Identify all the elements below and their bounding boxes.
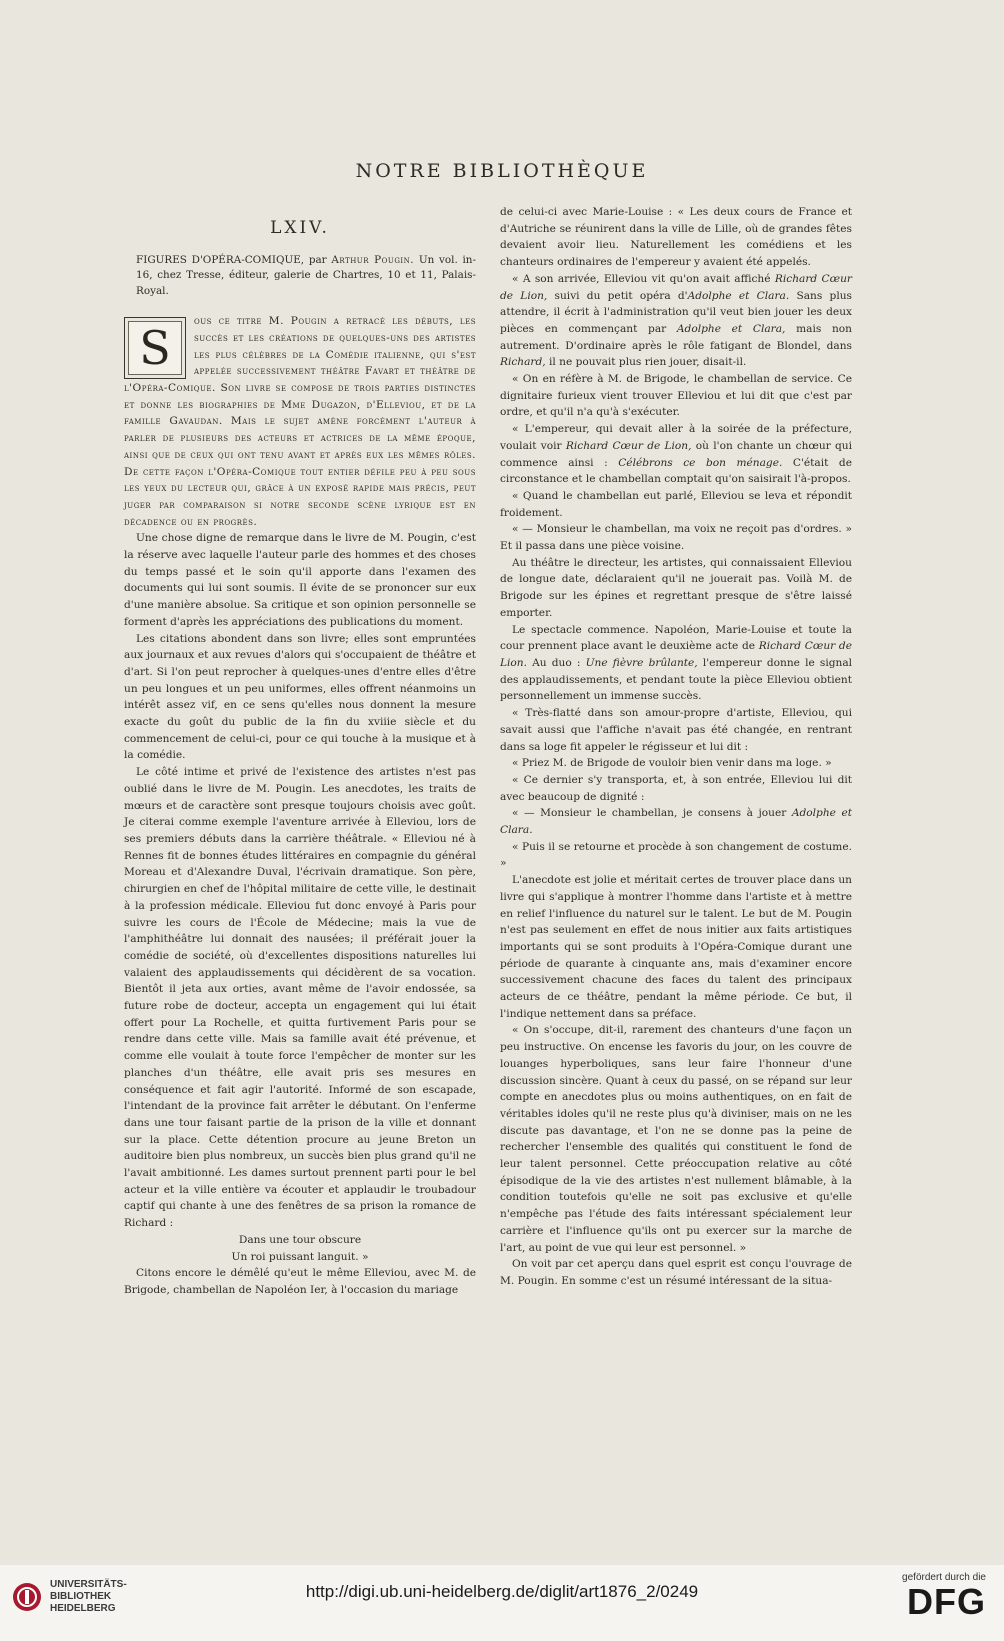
paragraph <box>500 805 852 838</box>
text-run: suivi du petit opéra d' <box>554 289 688 302</box>
source-url-link[interactable]: http://digi.ub.uni-heidelberg.de/diglit/art1876_2/0249 <box>305 1582 699 1601</box>
text-run: C'était de circonstance et le chambellan comptait qu'on saisirait l'à-propos. <box>500 456 852 486</box>
paragraph: On voit par cet aperçu dans quel esprit est conçu l'ouvrage de M. Pougin. En somme c'est un résumé intéressant de la situa- <box>500 1258 852 1287</box>
text-run: il ne pouvait plus rien jouer, disait-il. <box>549 356 747 369</box>
paragraph <box>500 622 852 706</box>
text-run: Au duo : <box>532 656 581 669</box>
paragraph: « On en réfère à M. de Brigode, le chambellan de service. Ce dignitaire furieux vient trouver Elleviou et lui dit que c'est par ordre, et qu'il n'a qu'à s'exécuter. <box>500 373 852 419</box>
library-name-line: BIBLIOTHEK <box>50 1591 112 1602</box>
paragraph: « — Monsieur le chambellan, ma voix ne reçoit pas d'ordres. » Et il passa dans une pièce voisine. <box>500 523 852 553</box>
paragraph: Le côté intime et privé de l'existence des artistes n'est pas oublié dans le livre de M. Pougin. Les anecdotes, les traits de mœurs et de caractère sont presque toujours choisis avec goût. Je citerai comme exemple l'aventure arrivée à Elleviou, lors de ses premiers débuts dans la carrière théâtrale. « Elleviou né à Rennes fit de bonnes études littéraires en compagnie du général Moreau et d'Alexandre Duval, l'écrivain dramatique. Son père, chirurgien en chef de l'hôpital militaire de cette ville, le destinait à la profession médicale. Elleviou fut donc envoyé à Paris pour suivre les cours de l'École de Médecine; mais la vue de l'amphithéâtre lui donnait des nausées; il préférait jouer la comédie de société, où d'excellentes dispositions naturelles lui valaient des applaudissements qui décidèrent de sa vocation. Bientôt il jeta aux orties, avant même de l'avoir endossée, sa future robe de docteur, accepta un engagement qui lui était offert pour La Rochelle, et quitta furtivement Paris pour se rendre dans cette ville. Mais sa famille avait été prévenue, et comme elle voulait à toute force l'empêcher de monter sur les planches d'un théâtre, elle avait pris ses mesures en conséquence et fait agir l'autorité. Informé de son escapade, l'intendant de la province fait arrêter le débutant. On l'enferme dans une tour faisant partie de la prison de la ville et donnant sur la place. Cette détention procure au jeune Breton un auditoire bien plus nombreux, un succès bien plus grand qu'il ne l'avait ambitionné. Les dames surtout prennent parti pour le bel acteur et la ville entière va écouter et applaudir le troubadour captif qui chante à une des fenêtres de sa prison la romance de Richard : <box>124 766 476 1230</box>
paragraph-text: ous ce titre M. Pougin a retracé les débuts, les succès et les créations de quelques-uns des artistes les plus célèbres de la Comédie italienne, qui s'est appelée successivement théâtre Favart et théâtre de l'Opéra-Comique. Son livre se compose de trois parties distinctes et donne les biographies de Mme Dugazon, d'Elleviou, et de la famille Gavaudan. Mais le sujet amène forcément l'auteur à parler de plusieurs des acteurs et actrices de la même époque, ainsi que de ceux qui ont tenu avant et après eux les mêmes rôles. De cette façon l'Opéra-Comique tout entier défile peu à peu sous les yeux du lecteur qui, grâce à un exposé rapide mais précis, peut juger par comparaison si notre seconde scène lyrique est en décadence ou en progrès. <box>124 315 476 528</box>
section-numeral: LXIV. <box>270 218 330 238</box>
paragraph: Citons encore le démêlé qu'eut le même Elleviou, avec M. de Brigode, chambellan de Napoléon Ier, à l'occasion du mariage <box>124 1267 476 1296</box>
paragraph <box>124 313 476 530</box>
book-by: par <box>308 253 327 266</box>
library-name-line: UNIVERSITÄTS- <box>50 1579 127 1590</box>
paragraph: « Quand le chambellan eut parlé, Elleviou se leva et répondit froidement. <box>500 489 852 519</box>
right-column <box>500 204 852 1290</box>
viewer-footer <box>0 1565 1004 1641</box>
book-details: Un vol. in-16, chez Tresse, éditeur, galerie de Chartres, 10 et 11, Palais-Royal. <box>136 253 476 297</box>
library-name-line: HEIDELBERG <box>50 1603 116 1614</box>
italic-title: Richard Cœur de Lion. <box>500 640 852 669</box>
text-run: « A son arrivée, Elleviou vit qu'on avait affiché <box>512 272 771 285</box>
dfg-logo: DFG <box>907 1581 986 1622</box>
italic-title: Adolphe et Clara, <box>676 322 786 335</box>
italic-title: Richard Cœur de Lion, <box>565 439 692 452</box>
text-run: « L'empereur, qui devait aller à la soirée de la préfecture, voulait voir <box>500 423 852 452</box>
paragraph: de celui-ci avec Marie-Louise : « Les deux cours de France et d'Autriche se réunirent dans la ville de Lille, où de grandes fêtes devaient avoir lieu. Naturellement les comédiens et les chanteurs ordinaires de l'empereur y avaient été appelés. <box>500 206 852 269</box>
paragraph: L'anecdote est jolie et méritait certes de trouver place dans un livre qui s'applique à montrer l'homme dans l'artiste et à mettre en relief l'influence du naturel sur le talent. Le but de M. Pougin n'est pas seulement en effet de nous initier aux faits artistiques importants qui se sont produits à l'Opéra-Comique durant une période de quarante à cinquante ans, mais d'examiner encore successivement chacune des faces du talent des principaux acteurs de ce théâtre, pendant la même période. Ce but, il l'indique nettement dans sa préface. <box>500 874 852 1020</box>
text-run: Le spectacle commence. Napoléon, Marie-Louise et toute la cour prennent place avant le deuxième acte de <box>500 623 852 653</box>
text-run: Sans plus attendre, il écrit à l'administration qu'il veut bien jouer les deux pièces en commençant par <box>500 289 852 335</box>
italic-title: Richard, <box>500 356 546 369</box>
verse-line: Dans une tour obscure <box>238 1233 362 1246</box>
italic-title: Célébrons ce bon ménage. <box>618 456 783 469</box>
text-run: mais non autrement. D'ordinaire après le rôle fatigant de Blondel, dans <box>500 322 853 352</box>
funder-block[interactable] <box>902 1572 986 1621</box>
paragraph: Une chose digne de remarque dans le livre de M. Pougin, c'est la réserve avec laquelle l'auteur parle des hommes et des choses du temps passé et le soin qu'il apporte dans l'examen des documents qui lui sont soumis. Il évite de se prononcer sur eux d'une manière absolue. Sa critique et son opinion personnelle se forment d'après les appréciations des publications du moment. <box>124 532 476 628</box>
paragraph <box>500 271 852 371</box>
funder-caption: gefördert durch die <box>902 1572 986 1583</box>
text-run: où l'on chante un chœur qui commence ainsi : <box>500 439 853 469</box>
paragraph: « Ce dernier s'y transporta, et, à son entrée, Elleviou lui dit avec beaucoup de dignité : <box>500 773 852 803</box>
book-title: FIGURES D'OPÉRA-COMIQUE, <box>136 253 305 266</box>
page-header-title: NOTRE BIBLIOTHÈQUE <box>355 160 649 182</box>
italic-title: Richard Cœur de Lion, <box>500 272 852 302</box>
paragraph: Les citations abondent dans son livre; elles sont empruntées aux journaux et aux revues d'alors qui s'occupaient de théâtre et d'art. Si l'on peut reprocher à quelques-unes d'entre elles d'être un peu longues et un peu uniformes, elles offrent néanmoins un intérêt assez vif, en ce sens qu'elles nous donnent la mesure exacte du goût du public de la fin du xviiie siècle et du commencement de celui-ci, pour ce qui touche à la musique et à la comédie. <box>124 632 476 762</box>
paragraph: Au théâtre le directeur, les artistes, qui connaissaient Elleviou de longue date, déclaraient qu'il ne jouerait pas. Voilà M. de Brigode sur les épines et regrettant presque de s'être laissé emporter. <box>500 556 852 619</box>
paragraph <box>500 421 852 488</box>
text-run: l'empereur donne le signal des applaudissements, et pendant toute la pièce Elleviou obtient personnellement un immense succès. <box>500 656 853 703</box>
book-author: Arthur Pougin. <box>331 253 415 266</box>
italic-title: Adolphe et Clara. <box>687 289 790 302</box>
verse-line: Un roi puissant languit. » <box>231 1250 369 1263</box>
paragraph: « Priez M. de Brigode de vouloir bien venir dans ma loge. » <box>512 757 832 770</box>
italic-title: Une fièvre brûlante, <box>585 656 698 669</box>
italic-title: Adolphe et Clara. <box>500 807 852 837</box>
paragraph: « Très-flatté dans son amour-propre d'artiste, Elleviou, qui savait aussi que l'affiche n'avait pas été changée, en rentrant dans sa loge fit appeler le régisseur et lui dit : <box>500 707 852 753</box>
paragraph: « On s'occupe, dit-il, rarement des chanteurs d'une façon un peu instructive. On encense les favoris du jour, on les couvre de louanges hyperboliques, sans leur faire l'honneur d'une discussion sincère. Quant à ceux du passé, on se répand sur leur compte en anecdotes plus ou moins authentiques, on en fait de véritables idoles qu'il ne reste plus qu'à diviniser, mais on ne les discute pas davantage, et l'on ne se donne pas la peine de rechercher l'ensemble des qualités qui constituent le fond de leur talent personnel. Cette préoccupation relative au côté épisodique de la vie des artistes n'est nullement blâmable, à la condition toutefois qu'elle ne soit pas exclusive et qu'elle n'empêche pas l'étude des faits intéressant spécialement leur carrière et l'influence qu'ils ont pu exercer sur la marche de l'art, au point de vue qui leur est personnel. » <box>500 1024 852 1254</box>
left-column <box>124 200 476 1299</box>
book-reference <box>124 253 476 300</box>
paragraph: « Puis il se retourne et procède à son changement de costume. » <box>500 840 852 870</box>
verse-quote <box>124 1232 476 1265</box>
ornate-dropcap: S <box>124 317 186 379</box>
text-run: « — Monsieur le chambellan, je consens à jouer <box>512 807 787 820</box>
